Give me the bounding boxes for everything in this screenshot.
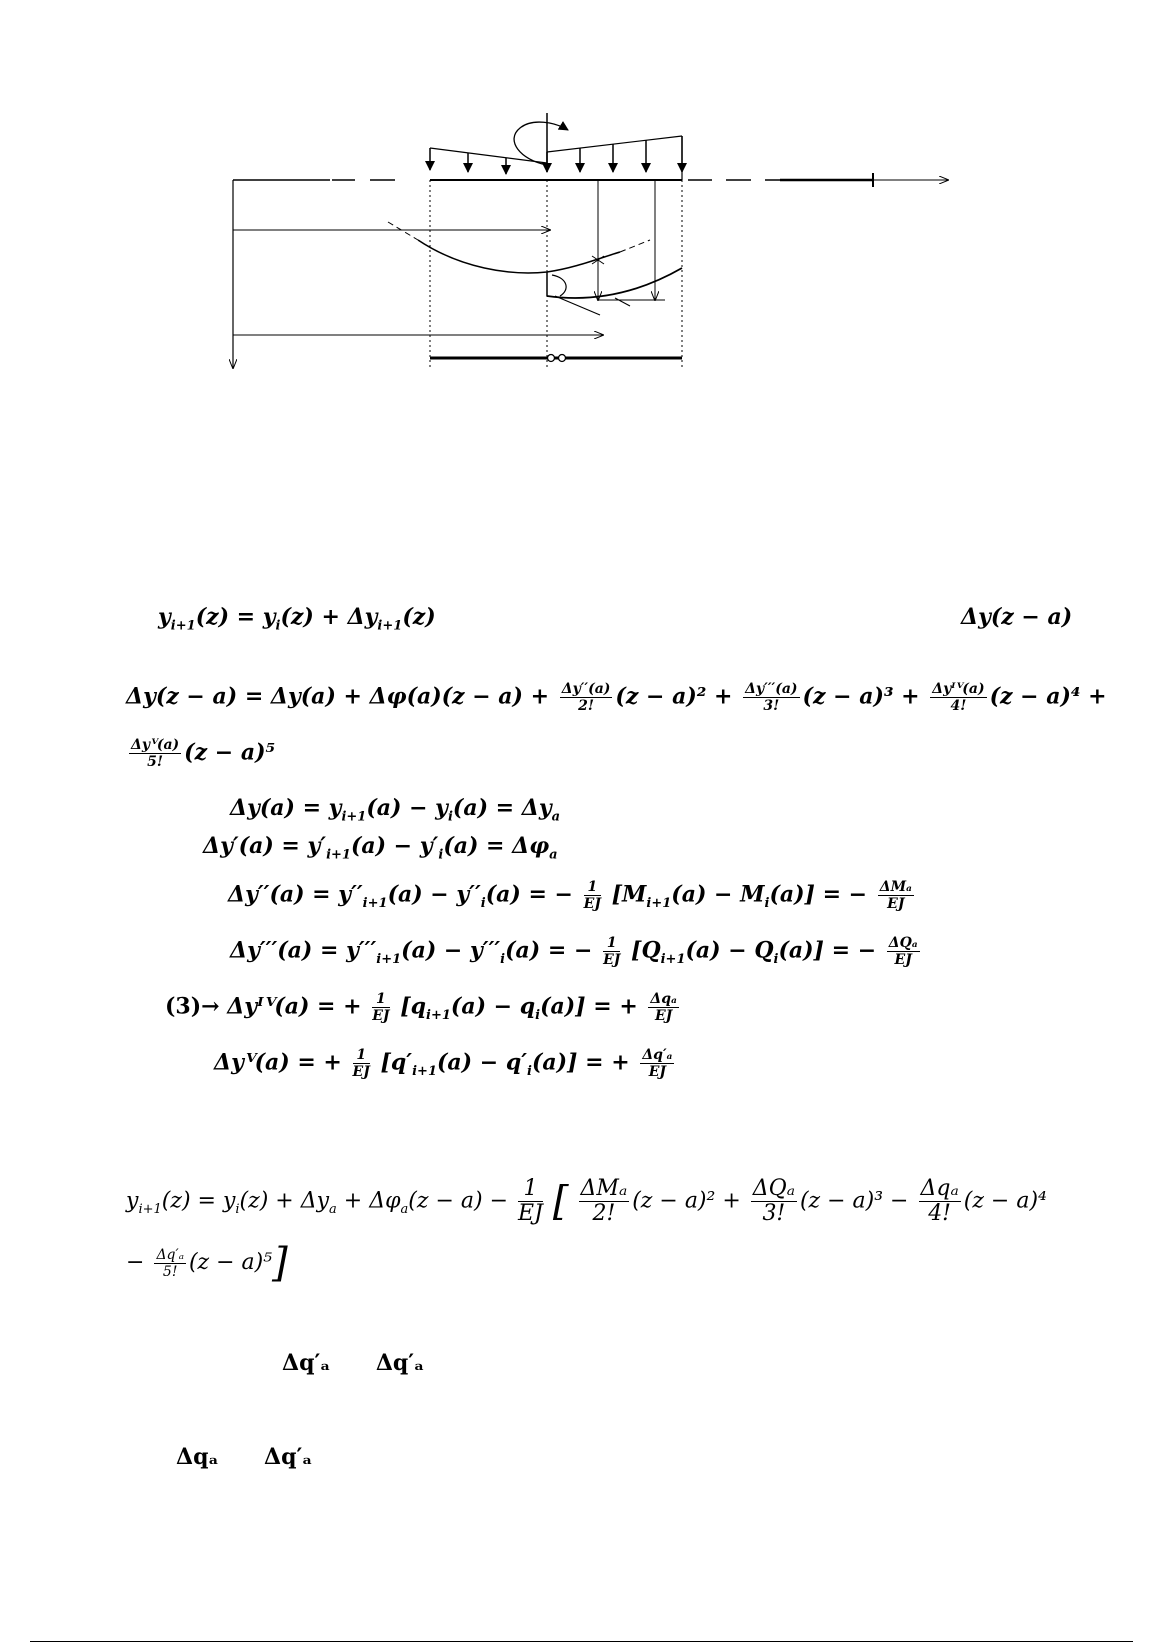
equation-delta-label: Δy(z − a) <box>961 604 1073 630</box>
beam-diagram <box>0 0 1163 400</box>
equation-superposition: $y_{i+1}(z) = y_i(z) + \Delta y_{i+1}(z)$ <box>158 604 436 634</box>
equation-taylor-line2: $\frac{\text{Δyⱽ(a)}}{5!}$ (z − a)⁵ <box>131 737 276 770</box>
condition-1: $\Delta y(a) = y_{i+1}(a) - y_i(a) = \Delta y_a$ <box>230 795 561 825</box>
condition-5: (3)→ Δyᴵⱽ(a) = + $\frac{1}{EJ}$ $[q_{i+1}(a) - q_i(a)]$ = + $\frac{\text{Δqₐ}}{EJ}$ <box>165 991 677 1024</box>
moment-arc-bottom <box>552 275 566 296</box>
close-bracket: ] <box>272 1240 288 1286</box>
deflection-curve-i <box>388 222 418 240</box>
note-2: Δqₐ Δq′ₐ <box>176 1444 313 1470</box>
condition-4: $\Delta y'''(a) = y'''_{i+1}(a) - y'''_i(a)$ = − $\frac{1}{EJ}$ $[Q_{i+1}(a) - Q_i(a)]$ = − $\frac{\text{ΔQₐ}}{EJ}$ <box>230 935 918 968</box>
equation-taylor: Δy(z − a) = Δy(a) + Δφ(a)(z − a) + $\frac{\Delta y''(a)}{2!}$ (z − a)² + $\frac{\Delta y'''(a)}{3!}$ (z − a)³ + $\frac{\text{Δyᴵⱽ(a)}}{4!}$ (z − a)⁴ + <box>126 681 1107 714</box>
condition-3: $\Delta y''(a) = y''_{i+1}(a) - y''_i(a)$ = − $\frac{1}{EJ}$ $[M_{i+1}(a) - M_i(a)]$ = − $\frac{\text{ΔMₐ}}{EJ}$ <box>228 879 912 912</box>
condition-2: $\Delta y'(a) = y'_{i+1}(a) - y'_i(a) = \Delta\varphi_a$ <box>203 833 558 863</box>
hinge-right <box>559 355 566 362</box>
condition-6: Δyⱽ(a) = + $\frac{1}{EJ}$ $[q'_{i+1}(a) - q'_i(a)]$ = + $\frac{\text{Δq′ₐ}}{EJ}$ <box>214 1047 673 1080</box>
equation-final: $y_{i+1}(z) = y_i(z) + \Delta y_a + \Delta\varphi_a(z - a)$ − $\frac{1}{EJ}$ [ $\frac{\text{ΔMₐ}}{2!}$ (z − a)² + $\frac{\text{ΔQₐ}}{3!}$ (z − a)³ − $\frac{\text{Δqₐ}}{4!}$ (z − a)⁴ <box>126 1176 1047 1226</box>
deflection-curve-i1 <box>547 268 682 298</box>
note-1: Δq′ₐ Δq′ₐ <box>282 1350 425 1376</box>
moment-arc-top <box>514 122 568 165</box>
equation-final-line2: − $\frac{\text{Δq′ₐ}}{5!}$ (z − a)⁵] <box>126 1240 288 1286</box>
hinge-left <box>548 355 555 362</box>
open-bracket: [ <box>552 1178 569 1225</box>
page-bottom-rule <box>30 1641 1133 1642</box>
